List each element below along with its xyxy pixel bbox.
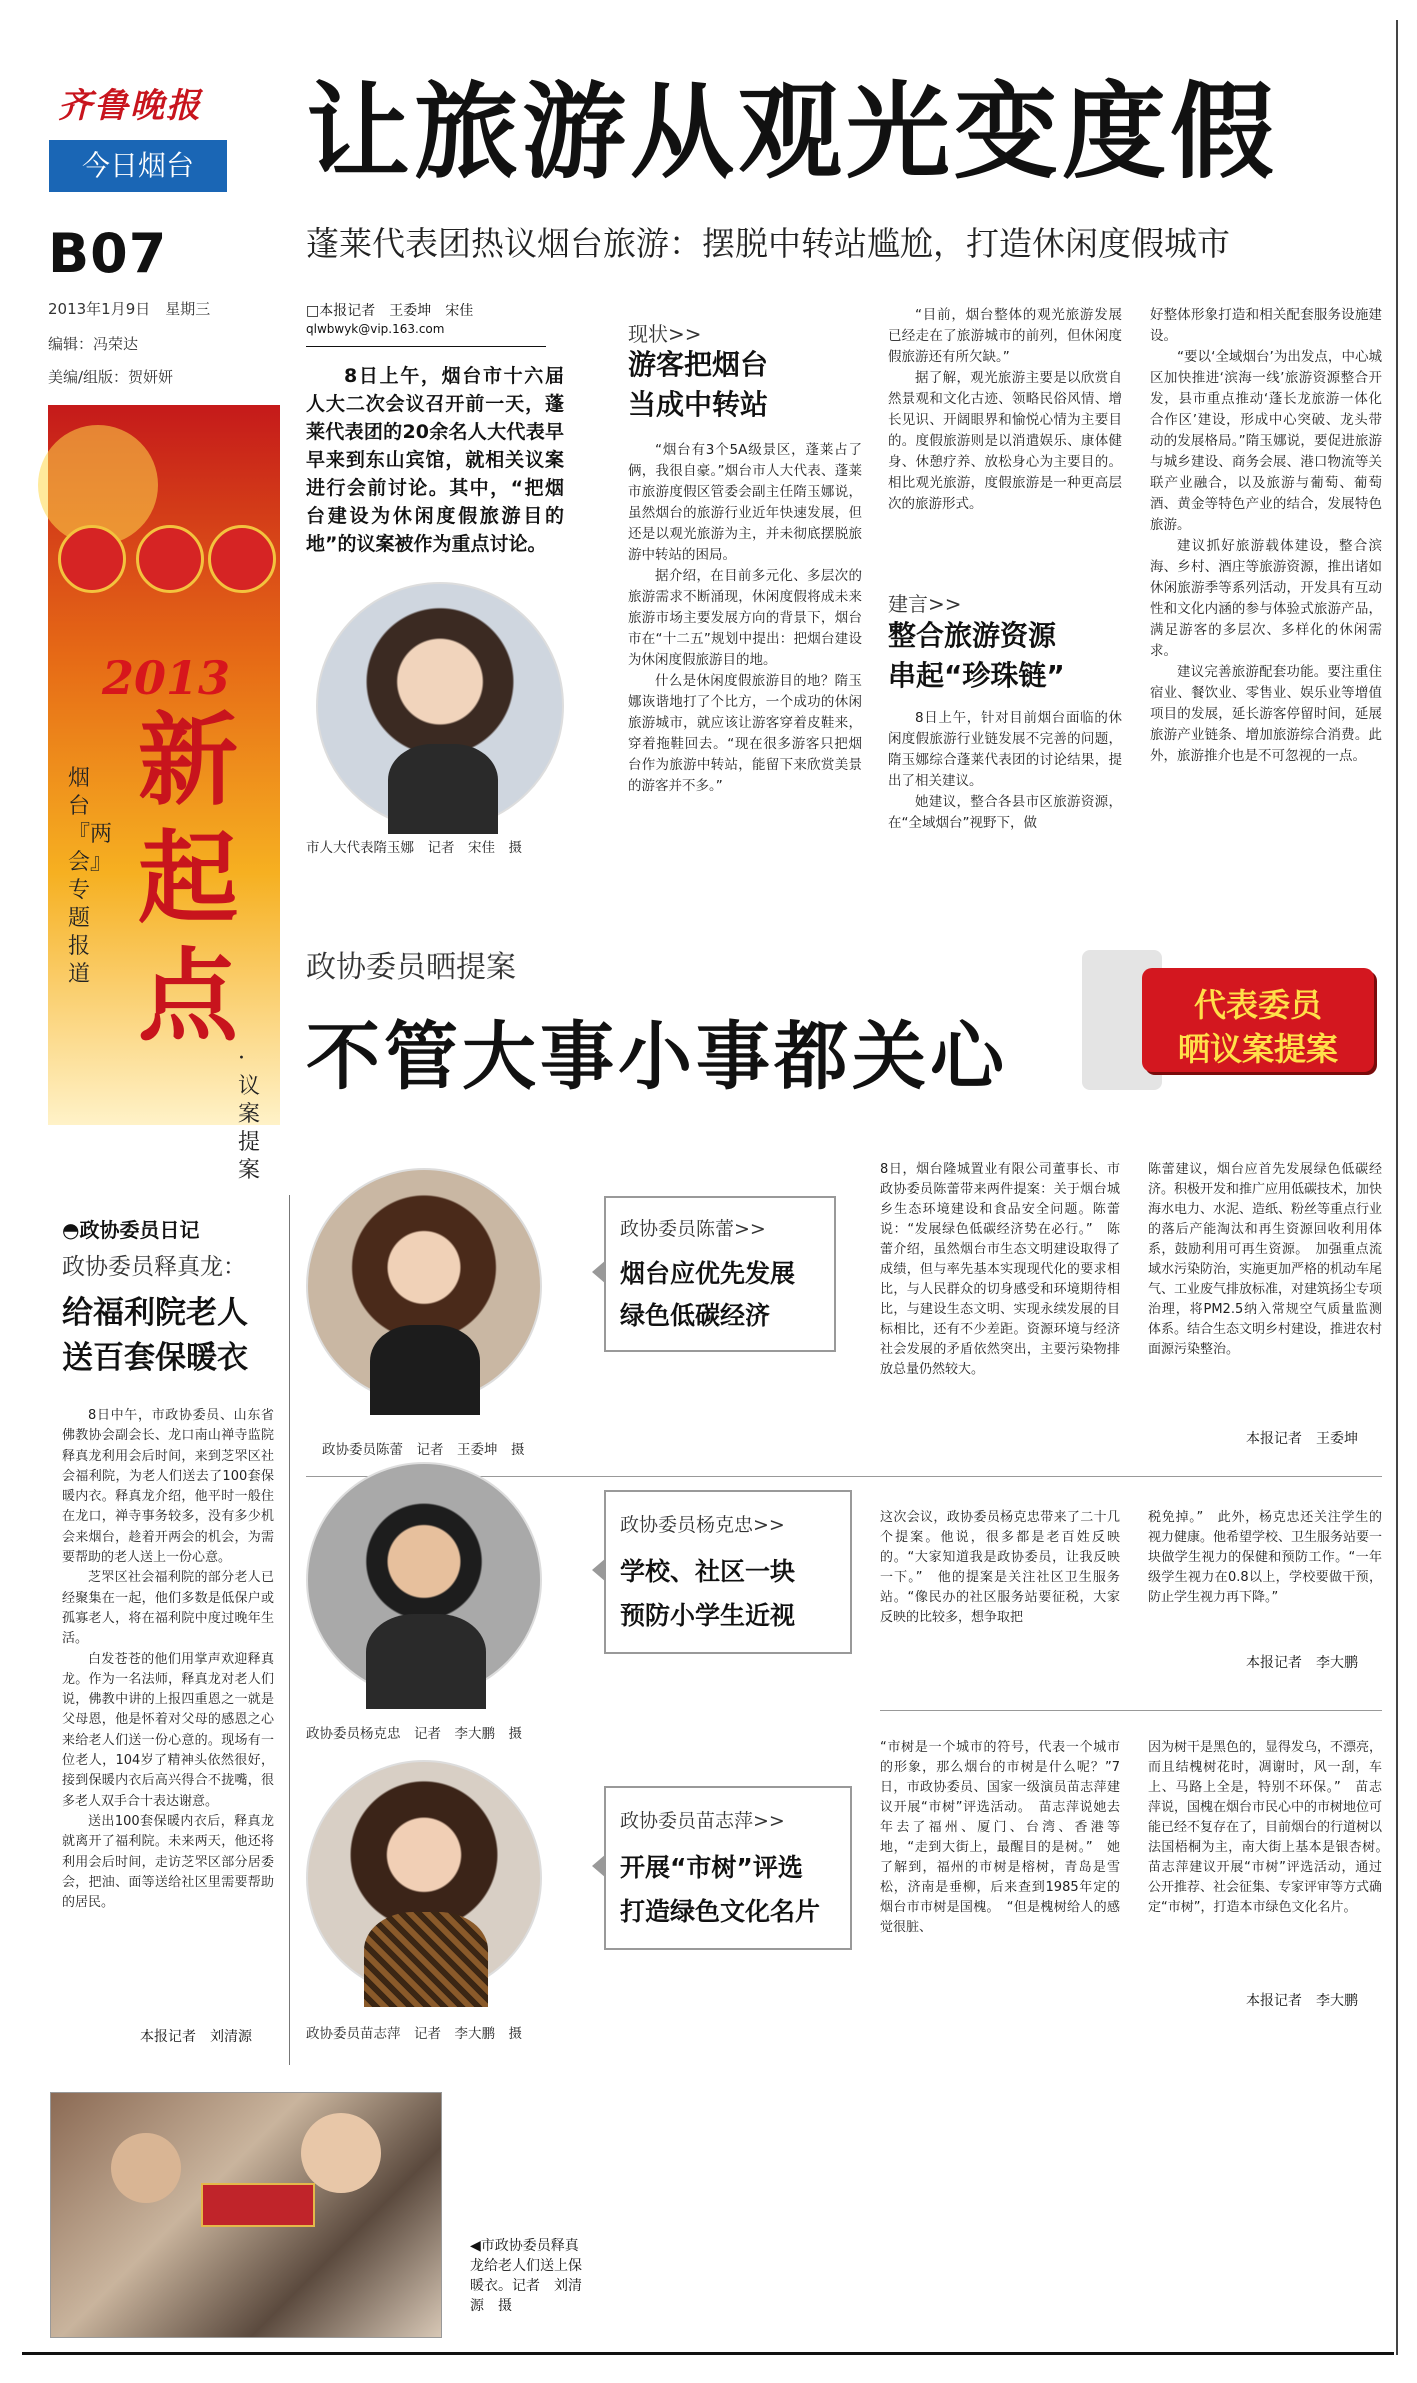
paragraph: 据介绍，在目前多元化、多层次的旅游需求不断涌现，休闲度假将成未来旅游市场主要发展方向的背景下，烟台市在“十二五”规划中提出：把烟台建设为休闲度假旅游目的地。 [628, 568, 862, 668]
article-column-2b [888, 708, 1122, 834]
diary-kicker: 政协委员释真龙： [62, 1254, 246, 1280]
quote-label: 政协委员杨克忠>> [620, 1514, 785, 1536]
paragraph: 白发苍苍的他们用掌声欢迎释真龙。作为一名法师，释真龙对老人们说，佛教中讲的上报四重恩之一就是父母恩，他是怀着对父母的感恩之心来给老人们送一份心意的。现场有一位老人，104岁了精神头依然很好，接到保暖内衣后高兴得合不拢嘴，很多老人双手合十表达谢意。 [62, 1651, 274, 1809]
emblem-icon [58, 525, 126, 593]
section-title-advice-2: 串起“珍珠链” [888, 659, 1065, 692]
photo-shoulders [366, 1614, 486, 1709]
second-headline: 不管大事小事都关心 [306, 1014, 1008, 1100]
paragraph: 据了解，观光旅游主要是以欣赏自然景观和文化古迹、领略民俗风情、增长见识、开阔眼界和愉悦心情为主要目的。度假旅游则是以消遣娱乐、康体健身、休憩疗养、放松身心为主要目的。相比观光旅游，度假旅游是一种更高层次的旅游形式。 [888, 370, 1122, 512]
two-sessions-banner [48, 405, 280, 1183]
paragraph: 8日上午，针对目前烟台面临的休闲度假旅游行业链发展不完善的问题，隋玉娜综合蓬莱代表团的讨论结果，提出了相关建议。 [888, 710, 1122, 789]
photo-person [111, 2133, 181, 2203]
quote-line-1: 开展“市树”评选 [620, 1853, 803, 1882]
member-photo-caption: 政协委员杨克忠 记者 李大鹏 摄 [306, 1726, 522, 1742]
member-column-a: 8日，烟台隆城置业有限公司董事长、市政协委员陈蕾带来两件提案：关于烟台城乡生态环境建设和食品安全问题。陈蕾说：“发展绿色低碳经济势在必行。” 陈蕾介绍，虽然烟台市生态文明建设取得了成绩，但与率先基本实现现代化的要求相比，与人民群众的切身感受和环境期待相比，与建设生态文明、实现永续发展的目标相比，还有不少差距。资源环境与经济社会发展的矛盾依然突出，主要污染物排放总量仍然较大。 [880, 1162, 1120, 1377]
page-number: B07 [48, 222, 168, 285]
quote-box [604, 1196, 836, 1352]
banner-subtitle: 烟台『两会』专题报道 [68, 766, 113, 987]
logo-line-1: 代表委员 [1193, 986, 1322, 1024]
quote-pointer [592, 1854, 606, 1878]
paragraph: 送出100套保暖内衣后，释真龙就离开了福利院。未来两天，他还将利用会后时间，走访芝罘区部分居委会，把油、面等送给社区里需要帮助的居民。 [62, 1813, 274, 1911]
delegate-photo-caption: 市人大代表隋玉娜 记者 宋佳 摄 [306, 840, 522, 856]
diary-photo-caption: ◀市政协委员释真龙给老人们送上保暖衣。记者 刘清源 摄 [470, 2238, 582, 2314]
diary-title-2: 送百套保暖衣 [62, 1340, 248, 1376]
delegate-photo [316, 582, 564, 830]
paragraph: 什么是休闲度假旅游目的地？隋玉娜诙谐地打了个比方，一个成功的休闲旅游城市，就应该让游客穿着皮鞋来，穿着拖鞋回去。“现在很多游客只把烟台作为旅游中转站，能留下来欣赏美景的游客并不多。” [628, 673, 862, 794]
paper-logo: 齐鲁晚报 [58, 86, 202, 126]
diary-photo [50, 2092, 442, 2338]
member-photo [306, 1168, 542, 1404]
paragraph: 建议完善旅游配套功能。要注重住宿业、餐饮业、零售业、娱乐业等增值项目的发展，延长游客停留时间，延展旅游产业链条、增加旅游综合消费。此外，旅游推介也是不可忽视的一点。 [1150, 664, 1382, 764]
paragraph: “烟台有3个5A级景区，蓬莱占了俩，我很自豪。”烟台市人大代表、蓬莱市旅游度假区管委会副主任隋玉娜说，虽然烟台的旅游行业近年快速发展，但还是以观光旅游为主，并未彻底摆脱旅游中转站的困局。 [628, 442, 862, 563]
paragraph: 好整体形象打造和相关配套服务设施建设。 [1150, 307, 1382, 344]
section-label-status: 现状>> [628, 322, 702, 346]
diary-title-1: 给福利院老人 [62, 1295, 248, 1331]
emblem-row [58, 525, 268, 595]
paragraph: “目前，烟台整体的观光旅游发展已经走在了旅游城市的前列，但休闲度假旅游还有所欠缺。” [888, 307, 1122, 365]
article-column-2 [888, 305, 1122, 515]
section-tab-label: 今日烟台 [81, 149, 194, 182]
diary-tag: ◓政协委员日记 [62, 1218, 200, 1242]
logo-line-2: 晒议案提案 [1177, 1030, 1338, 1068]
byline: □本报记者 王委坤 宋佳 [306, 303, 474, 319]
member-column-a: 这次会议，政协委员杨克忠带来了二十几个提案。他说，很多都是老百姓反映的。“大家知道我是政协委员，让我反映一下。” 他的提案是关注社区卫生服务站。“像民办的社区服务站要征税，大家反映的比较多，想争取把 [880, 1510, 1120, 1625]
quote-box [604, 1786, 852, 1950]
banner-suffix: ·议案提案 [238, 1046, 261, 1183]
reporter-email: qlwbwyk@vip.163.com [306, 322, 445, 336]
paragraph: 芝罘区社会福利院的部分老人已经聚集在一起，他们多数是低保户或孤寡老人，将在福利院中度过晚年生活。 [62, 1570, 274, 1647]
member-column-a: “市树是一个城市的符号，代表一个城市的形象，那么烟台的市树是什么呢？”7日，市政协委员、国家一级演员苗志萍建议开展“市树”评选活动。 苗志萍说她去年去了福州、厦门、台湾、香港等地，“走到大街上，最醒目的是树。” 她了解到，福州的市树是榕树，青岛是雪松，济南是垂柳，后来查到1985年定的烟台市市树是国槐。 “但是槐树给人的感觉很脏、 [880, 1740, 1120, 1935]
main-subheadline: 蓬莱代表团热议烟台旅游：摆脱中转站尴尬，打造休闲度假城市 [306, 224, 1230, 263]
paragraph: 建议抓好旅游载体建设，整合滨海、乡村、酒庄等旅游资源，推出诸如休闲旅游季等系列活动，开发具有互动性和文化内涵的参与体验式旅游产品，满足游客的多层次、多样化的休闲需求。 [1150, 538, 1382, 659]
member-column-b: 因为树干是黑色的，显得发乌，不漂亮，而且结槐树花时，凋谢时，风一刮，车上、马路上全是，特别不环保。” 苗志萍说，国槐在烟台市民心中的市树地位可能已经不复存在了，目前烟台的行道树以法国梧桐为主，南大街上基本是银杏树。 苗志萍建议开展“市树”评选活动，通过公开推荐、社会征集、专家评审等方式确定“市树”，打造本市绿色文化名片。 [1148, 1740, 1396, 1915]
quote-line-1: 学校、社区一块 [620, 1557, 796, 1586]
designer-credit: 美编/组版：贺妍妍 [48, 368, 174, 386]
banner-year: 2013 [102, 651, 231, 705]
member-column-b: 陈蕾建议，烟台应首先发展绿色低碳经济。积极开发和推广应用低碳技术，加快海水电力、水泥、造纸、粉丝等重点行业的落后产能淘汰和再生资源回收利用体系，鼓励利用可再生资源。 加强重点流域水污染防治，实施更加严格的机动车尾气、工业废气排放标准，对建筑扬尘专项治理，将PM2.5纳入常规空气质量监测体系。结合生态文明乡村建设，推进农村面源污染整治。 [1148, 1162, 1383, 1357]
photo-shoulders [370, 1325, 480, 1415]
quote-line-1: 烟台应优先发展 [620, 1259, 796, 1288]
photo-shoulders [364, 1912, 488, 2007]
section-label-advice: 建言>> [888, 592, 962, 616]
member-sign: 本报记者 王委坤 [1246, 1431, 1358, 1447]
section-title-advice-1: 整合旅游资源 [888, 619, 1057, 652]
emblem-icon [208, 525, 276, 593]
gift-box [201, 2183, 315, 2227]
logo-board [1142, 968, 1374, 1072]
section-tab [49, 140, 227, 192]
quote-box [604, 1490, 852, 1654]
member-photo [306, 1462, 542, 1698]
banner-headline: 新起点 [138, 701, 238, 1055]
member-photo [306, 1760, 542, 1996]
editor-credit: 编辑：冯荣达 [48, 335, 139, 353]
paragraph: “要以‘全域烟台’为出发点，中心城区加快推进‘滨海一线’旅游资源整合开发，县市重点推动‘蓬长龙旅游一体化合作区’建设，形成中心突破、龙头带动的发展格局。”隋玉娜说，要促进旅游与城乡建设、商务会展、港口物流等关联产业融合，以及旅游与葡萄、葡萄酒、黄金等特色产业的结合，发展特色旅游。 [1150, 349, 1382, 533]
paragraph: 她建议，整合各县市区旅游资源，在“全域烟台”视野下，做 [888, 794, 1122, 831]
photo-person [301, 2113, 381, 2193]
quote-label: 政协委员陈蕾>> [620, 1218, 766, 1240]
main-headline: 让旅游从观光变度假 [306, 71, 1279, 193]
quote-label: 政协委员苗志萍>> [620, 1810, 785, 1832]
lead-paragraph: 8日上午，烟台市十六届人大二次会议召开前一天，蓬莱代表团的20余名人大代表早早来到东山宾馆，就相关议案进行会前讨论。其中，“把烟台建设为休闲度假旅游目的地”的议案被作为重点讨论。 [306, 365, 564, 555]
diary-body [62, 1406, 274, 1913]
article-column-3 [1150, 305, 1382, 767]
section-title-status-2: 当成中转站 [628, 388, 769, 421]
second-section-label: 政协委员晒提案 [306, 950, 516, 985]
emblem-icon [136, 525, 204, 593]
quote-pointer [592, 1260, 606, 1284]
quote-pointer [592, 1558, 606, 1582]
member-sign: 本报记者 李大鹏 [1246, 1993, 1358, 2009]
quote-line-2: 预防小学生近视 [620, 1601, 796, 1630]
quote-line-2: 绿色低碳经济 [620, 1301, 771, 1330]
section-title-status-1: 游客把烟台 [628, 348, 769, 381]
quote-line-2: 打造绿色文化名片 [620, 1897, 821, 1926]
member-sign: 本报记者 李大鹏 [1246, 1655, 1358, 1671]
member-column-b: 税免掉。” 此外，杨克忠还关注学生的视力健康。他希望学校、卫生服务站要一块做学生视力的保健和预防工作。“一年级学生视力在0.8以上，学校要做干预，防止学生视力再下降。” [1148, 1510, 1383, 1605]
photo-shoulders [388, 744, 498, 834]
diary-sign: 本报记者 刘清源 [140, 2029, 252, 2045]
issue-date: 2013年1月9日 星期三 [48, 300, 211, 318]
column-logo [1082, 950, 1390, 1092]
article-column-1 [628, 440, 862, 797]
member-photo-caption: 政协委员陈蕾 记者 王委坤 摄 [322, 1442, 525, 1458]
member-photo-caption: 政协委员苗志萍 记者 李大鹏 摄 [306, 2026, 522, 2042]
paragraph: 8日中午，市政协委员、山东省佛教协会副会长、龙口南山禅寺监院释真龙利用会后时间，来到芝罘区社会福利院，为老人们送去了100套保暖内衣。释真龙介绍，他平时一般住在龙口，禅寺事务较多，没有多少机会来烟台，趁着开两会的机会，为需要帮助的老人送上一份心意。 [62, 1408, 274, 1566]
